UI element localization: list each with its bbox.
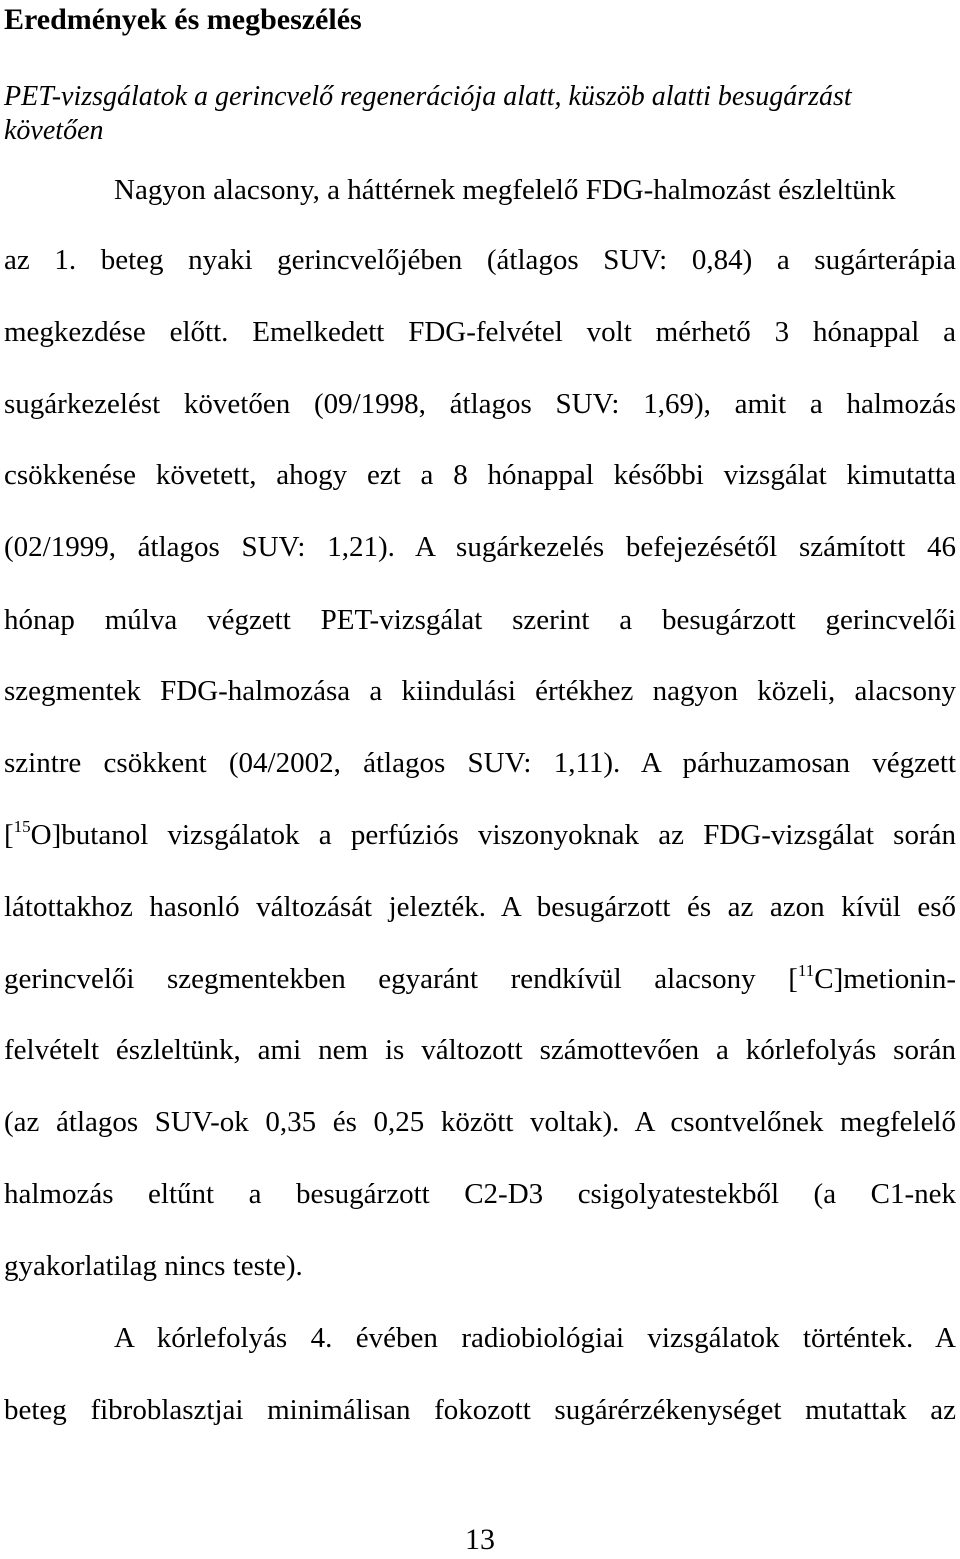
paragraph-line: látottakhoz hasonló változását jelezték. A besugárzott és az azon kívül eső xyxy=(4,891,956,923)
isotope-superscript: 15 xyxy=(13,817,31,836)
paragraph-line: szintre csökkent (04/2002, átlagos SUV: 1,11). A párhuzamosan végzett xyxy=(4,747,956,779)
subsection-title-line-2: követően xyxy=(4,115,104,146)
paragraph-line: az 1. beteg nyaki gerincvelőjében (átlagos SUV: 0,84) a sugárterápia xyxy=(4,244,956,276)
line-text: O]butanol vizsgálatok a perfúziós viszonyoknak az FDG-vizsgálat során xyxy=(30,819,956,851)
paragraph-line-with-superscript xyxy=(4,961,956,997)
paragraph-line: szegmentek FDG-halmozása a kiindulási értékhez nagyon közeli, alacsony xyxy=(4,675,956,707)
subsection-title-line-1: PET-vizsgálatok a gerincvelő regenerációja alatt, küszöb alatti besugárzást xyxy=(4,81,852,112)
paragraph-line: sugárkezelést követően (09/1998, átlagos SUV: 1,69), amit a halmozás xyxy=(4,388,956,420)
bracket-text: [ xyxy=(4,819,14,851)
paragraph-line: felvételt észleltünk, ami nem is változott számottevően a kórlefolyás során xyxy=(4,1034,956,1066)
isotope-superscript: 11 xyxy=(797,961,815,980)
paragraph-line: halmozás eltűnt a besugárzott C2-D3 csigolyatestekből (a C1-nek xyxy=(4,1178,956,1210)
paragraph-line-with-superscript xyxy=(4,817,956,853)
paragraph-line: A kórlefolyás 4. évében radiobiológiai vizsgálatok történtek. A xyxy=(114,1322,956,1354)
paragraph-line: hónap múlva végzett PET-vizsgálat szerint a besugárzott gerincvelői xyxy=(4,604,956,636)
section-heading: Eredmények és megbeszélés xyxy=(4,3,362,36)
paragraph-line: Nagyon alacsony, a háttérnek megfelelő FDG-halmozást észleltünk xyxy=(114,174,896,206)
paragraph-line: (az átlagos SUV-ok 0,35 és 0,25 között voltak). A csontvelőnek megfelelő xyxy=(4,1106,956,1138)
line-text: gerincvelői szegmentekben egyaránt rendkívül alacsony [ xyxy=(4,963,798,995)
paragraph-line: megkezdése előtt. Emelkedett FDG-felvétel volt mérhető 3 hónappal a xyxy=(4,316,956,348)
line-text: C]metionin- xyxy=(814,963,956,995)
paragraph-line: beteg fibroblasztjai minimálisan fokozott sugárérzékenységet mutattak az xyxy=(4,1394,956,1426)
paragraph-line: gyakorlatilag nincs teste). xyxy=(4,1250,303,1282)
paragraph-line: (02/1999, átlagos SUV: 1,21). A sugárkezelés befejezésétől számított 46 xyxy=(4,531,956,563)
paragraph-line: csökkenése követett, ahogy ezt a 8 hónappal későbbi vizsgálat kimutatta xyxy=(4,459,956,491)
page-number: 13 xyxy=(465,1523,495,1556)
